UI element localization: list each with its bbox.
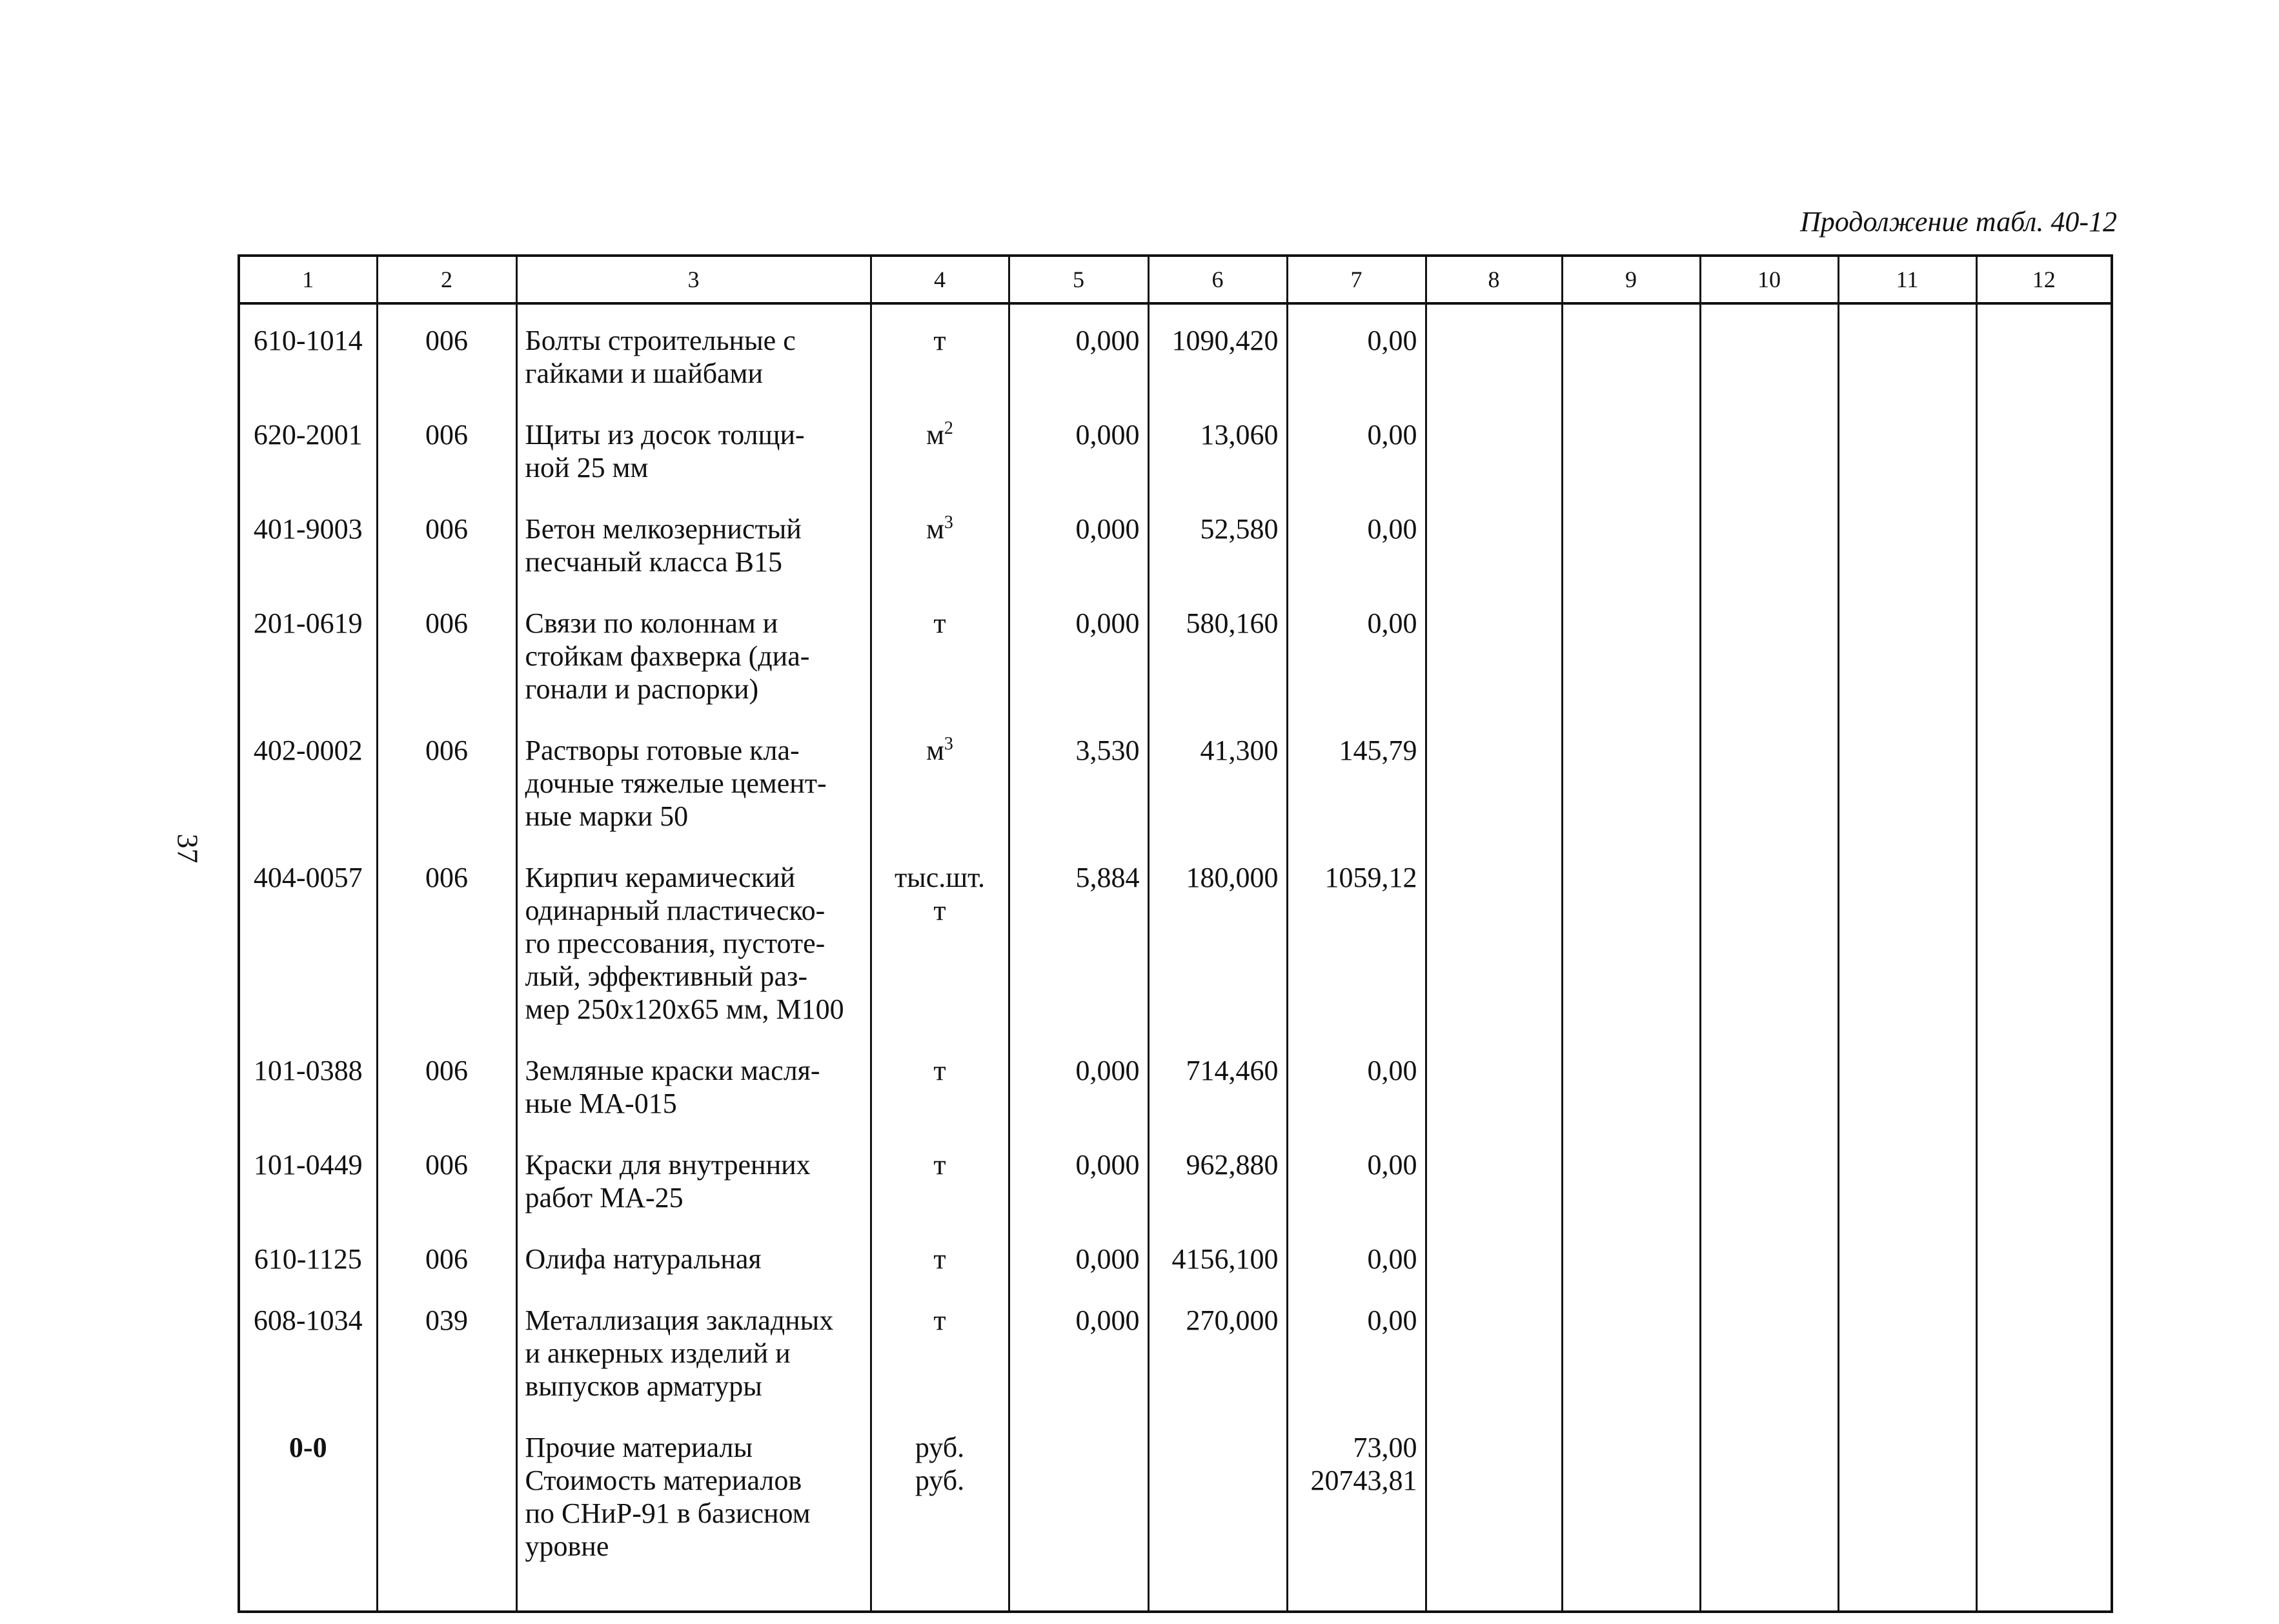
header-row	[239, 256, 2112, 303]
total-cell	[1287, 844, 1426, 1037]
page-number: 37	[171, 833, 205, 864]
num-cell	[377, 1414, 516, 1612]
resource-number: 006	[425, 862, 468, 893]
quantity-value: 5,884	[1075, 862, 1140, 893]
price-value: 180,000	[1186, 862, 1279, 893]
total-line: 0,00	[1367, 513, 1417, 545]
price-value: 270,000	[1186, 1304, 1279, 1336]
resource-name-line: Связи по колоннам и	[525, 607, 778, 639]
unit-line: т	[933, 1243, 946, 1275]
resource-name-line: Стоимость материалов	[525, 1465, 802, 1496]
resource-code: 610-1014	[253, 325, 363, 356]
quantity-value: 0,000	[1075, 419, 1140, 451]
resource-name-line: Олифа натуральная	[525, 1243, 762, 1275]
empty-cell	[1426, 1037, 1562, 1132]
unit-line: т	[933, 1304, 946, 1336]
resource-name-line: Краски для внутренних	[525, 1149, 811, 1181]
price-value: 4156,100	[1171, 1243, 1279, 1275]
header-cell: 4	[871, 256, 1009, 303]
unit-line: $м^3$	[926, 513, 953, 545]
empty-cell	[1426, 1226, 1562, 1287]
total-line: 0,00	[1367, 325, 1417, 356]
header-cell: 9	[1562, 256, 1700, 303]
total-line: 1059,12	[1324, 862, 1417, 893]
empty-cell	[1700, 496, 1838, 590]
resource-name-line: Земляные краски масля-	[525, 1055, 820, 1086]
empty-cell	[1562, 1226, 1700, 1287]
code-cell	[239, 1037, 377, 1132]
qty-cell	[1009, 844, 1148, 1037]
total-cell	[1287, 401, 1426, 496]
header-cell: 5	[1009, 256, 1148, 303]
price-cell	[1148, 401, 1287, 496]
quantity-value: 0,000	[1075, 1243, 1140, 1275]
num-cell	[377, 590, 516, 717]
price-cell	[1148, 1226, 1287, 1287]
price-cell	[1148, 590, 1287, 717]
name-cell	[516, 844, 871, 1037]
empty-cell	[1700, 303, 1838, 401]
resource-code: 0-0	[289, 1432, 327, 1463]
empty-cell	[1838, 1287, 1976, 1414]
empty-cell	[1700, 1414, 1838, 1612]
table-row	[239, 401, 2112, 496]
price-cell	[1148, 1287, 1287, 1414]
total-cell	[1287, 590, 1426, 717]
empty-cell	[1838, 717, 1976, 844]
header-cell: 3	[516, 256, 871, 303]
name-cell	[516, 1414, 871, 1612]
resource-name-line: мер 250x120x65 мм, М100	[525, 993, 844, 1025]
code-cell	[239, 1287, 377, 1414]
table-body	[239, 303, 2112, 1612]
empty-cell	[1562, 1287, 1700, 1414]
unit-cell	[871, 1226, 1009, 1287]
unit-line: т	[933, 1055, 946, 1086]
name-cell	[516, 303, 871, 401]
name-cell	[516, 1037, 871, 1132]
resource-number: 006	[425, 325, 468, 356]
empty-cell	[1426, 717, 1562, 844]
resource-code: 101-0388	[253, 1055, 363, 1086]
empty-cell	[1838, 590, 1976, 717]
resource-name-line: по СНиР-91 в базисном	[525, 1497, 811, 1529]
resource-name-line: уровне	[525, 1530, 609, 1562]
table-row	[239, 496, 2112, 590]
quantity-value: 0,000	[1075, 607, 1140, 639]
qty-cell	[1009, 1132, 1148, 1226]
unit-cell	[871, 303, 1009, 401]
resource-name-line: го прессования, пустоте-	[525, 928, 826, 959]
code-cell	[239, 1226, 377, 1287]
empty-cell	[1562, 1132, 1700, 1226]
table-row	[239, 1132, 2112, 1226]
empty-cell	[1426, 303, 1562, 401]
empty-cell	[1562, 496, 1700, 590]
unit-line: т	[933, 325, 946, 356]
qty-cell	[1009, 401, 1148, 496]
resource-name-line: Бетон мелкозернистый	[525, 513, 802, 545]
empty-cell	[1838, 401, 1976, 496]
table-row	[239, 1414, 2112, 1612]
header-cell: 2	[377, 256, 516, 303]
header-cell: 7	[1287, 256, 1426, 303]
quantity-value: 0,000	[1075, 1304, 1140, 1336]
empty-cell	[1562, 1037, 1700, 1132]
total-cell	[1287, 1037, 1426, 1132]
qty-cell	[1009, 303, 1148, 401]
header-cell: 6	[1148, 256, 1287, 303]
resource-number: 039	[425, 1304, 468, 1336]
empty-cell	[1562, 303, 1700, 401]
empty-cell	[1426, 844, 1562, 1037]
resource-code: 401-9003	[253, 513, 363, 545]
resource-name-line: Щиты из досок толщи-	[525, 419, 805, 451]
code-cell	[239, 844, 377, 1037]
total-line: 0,00	[1367, 1055, 1417, 1086]
resource-name-line: и анкерных изделий и	[525, 1337, 791, 1369]
empty-cell	[1976, 1132, 2112, 1226]
resource-name-line: ной 25 мм	[525, 452, 649, 483]
unit-line: т	[933, 895, 946, 926]
price-value: 714,460	[1186, 1055, 1279, 1086]
resource-name-line: Растворы готовые кла-	[525, 735, 800, 766]
empty-cell	[1562, 844, 1700, 1037]
empty-cell	[1700, 401, 1838, 496]
empty-cell	[1562, 590, 1700, 717]
resource-code: 610-1125	[254, 1243, 362, 1275]
unit-line: тыс.шт.	[894, 862, 986, 893]
resource-code: 620-2001	[253, 419, 363, 451]
header-cell: 12	[1976, 256, 2112, 303]
price-value: 1090,420	[1171, 325, 1279, 356]
code-cell	[239, 1132, 377, 1226]
unit-line: руб.	[915, 1465, 965, 1496]
unit-cell	[871, 496, 1009, 590]
table-row	[239, 303, 2112, 401]
quantity-value: 0,000	[1075, 1149, 1140, 1181]
name-cell	[516, 717, 871, 844]
price-value: 13,060	[1200, 419, 1279, 451]
total-line: 0,00	[1367, 419, 1417, 451]
total-line: 0,00	[1367, 1304, 1417, 1336]
name-cell	[516, 1287, 871, 1414]
unit-cell	[871, 717, 1009, 844]
total-line: 145,79	[1339, 735, 1417, 766]
name-cell	[516, 1132, 871, 1226]
empty-cell	[1700, 1226, 1838, 1287]
price-value: 52,580	[1200, 513, 1279, 545]
name-cell	[516, 590, 871, 717]
total-line: 20743,81	[1310, 1465, 1417, 1496]
table-row	[239, 717, 2112, 844]
total-line: 0,00	[1367, 607, 1417, 639]
empty-cell	[1838, 844, 1976, 1037]
empty-cell	[1976, 303, 2112, 401]
header-cell: 8	[1426, 256, 1562, 303]
empty-cell	[1838, 496, 1976, 590]
empty-cell	[1700, 1037, 1838, 1132]
empty-cell	[1976, 1037, 2112, 1132]
unit-cell	[871, 590, 1009, 717]
table-row	[239, 1037, 2112, 1132]
resource-name-line: Болты строительные с	[525, 325, 796, 356]
empty-cell	[1976, 401, 2112, 496]
code-cell	[239, 590, 377, 717]
resource-name-line: Металлизация закладных	[525, 1304, 834, 1336]
header-cell: 10	[1700, 256, 1838, 303]
empty-cell	[1426, 496, 1562, 590]
empty-cell	[1562, 1414, 1700, 1612]
total-cell	[1287, 1287, 1426, 1414]
total-cell	[1287, 496, 1426, 590]
resource-code: 201-0619	[253, 607, 363, 639]
resource-name-line: одинарный пластическо-	[525, 895, 826, 926]
total-line: 0,00	[1367, 1243, 1417, 1275]
table-row	[239, 1226, 2112, 1287]
price-value: 41,300	[1200, 735, 1279, 766]
unit-cell	[871, 401, 1009, 496]
table-row	[239, 844, 2112, 1037]
qty-cell	[1009, 496, 1148, 590]
total-line: 0,00	[1367, 1149, 1417, 1181]
quantity-value: 0,000	[1075, 1055, 1140, 1086]
empty-cell	[1562, 401, 1700, 496]
price-cell	[1148, 717, 1287, 844]
empty-cell	[1562, 717, 1700, 844]
empty-cell	[1426, 1414, 1562, 1612]
empty-cell	[1976, 717, 2112, 844]
empty-cell	[1700, 590, 1838, 717]
resource-code: 402-0002	[253, 735, 363, 766]
qty-cell	[1009, 1414, 1148, 1612]
empty-cell	[1426, 590, 1562, 717]
table-row	[239, 590, 2112, 717]
total-cell	[1287, 303, 1426, 401]
empty-cell	[1838, 1226, 1976, 1287]
code-cell	[239, 717, 377, 844]
num-cell	[377, 496, 516, 590]
unit-cell	[871, 1414, 1009, 1612]
materials-table	[238, 254, 2113, 1613]
empty-cell	[1976, 1287, 2112, 1414]
qty-cell	[1009, 1287, 1148, 1414]
empty-cell	[1976, 590, 2112, 717]
num-cell	[377, 717, 516, 844]
empty-cell	[1838, 1414, 1976, 1612]
unit-cell	[871, 1132, 1009, 1226]
empty-cell	[1838, 1132, 1976, 1226]
unit-line: т	[933, 1149, 946, 1181]
price-cell	[1148, 303, 1287, 401]
resource-name-line: Кирпич керамический	[525, 862, 796, 893]
unit-line: $м^3$	[926, 734, 953, 766]
resource-number: 006	[425, 607, 468, 639]
resource-name-line: работ МА-25	[525, 1182, 684, 1213]
name-cell	[516, 1226, 871, 1287]
unit-cell	[871, 1287, 1009, 1414]
num-cell	[377, 303, 516, 401]
price-value: 580,160	[1186, 607, 1279, 639]
empty-cell	[1426, 1132, 1562, 1226]
empty-cell	[1426, 1287, 1562, 1414]
resource-name-line: ные марки 50	[525, 800, 689, 832]
code-cell	[239, 401, 377, 496]
price-cell	[1148, 1132, 1287, 1226]
quantity-value: 3,530	[1075, 735, 1140, 766]
resource-number: 006	[425, 1243, 468, 1275]
qty-cell	[1009, 1226, 1148, 1287]
name-cell	[516, 496, 871, 590]
name-cell	[516, 401, 871, 496]
resource-name-line: гонали и распорки)	[525, 673, 759, 705]
unit-line: $м^2$	[926, 418, 953, 451]
resource-name-line: ные МА-015	[525, 1088, 677, 1119]
empty-cell	[1700, 1132, 1838, 1226]
table-row	[239, 1287, 2112, 1414]
table-caption: Продолжение табл. 40-12	[1800, 206, 2117, 238]
resource-code: 101-0449	[253, 1149, 363, 1181]
resource-name-line: лый, эффективный раз-	[525, 960, 808, 992]
resource-number: 006	[425, 735, 468, 766]
resource-number: 006	[425, 513, 468, 545]
num-cell	[377, 1287, 516, 1414]
resource-code: 404-0057	[253, 862, 363, 893]
num-cell	[377, 1132, 516, 1226]
resource-name-line: стойкам фахверка (диа-	[525, 640, 810, 672]
unit-line: т	[933, 607, 946, 639]
total-cell	[1287, 1226, 1426, 1287]
total-cell	[1287, 1414, 1426, 1612]
resource-name-line: дочные тяжелые цемент-	[525, 767, 827, 799]
empty-cell	[1976, 844, 2112, 1037]
code-cell	[239, 1414, 377, 1612]
total-line: 73,00	[1353, 1432, 1417, 1463]
price-cell	[1148, 1414, 1287, 1612]
resource-name-line: гайками и шайбами	[525, 358, 764, 389]
qty-cell	[1009, 590, 1148, 717]
resource-name-line: выпусков арматуры	[525, 1370, 762, 1402]
empty-cell	[1700, 717, 1838, 844]
code-cell	[239, 496, 377, 590]
unit-line: руб.	[915, 1432, 965, 1463]
code-cell	[239, 303, 377, 401]
total-cell	[1287, 1132, 1426, 1226]
num-cell	[377, 1226, 516, 1287]
qty-cell	[1009, 1037, 1148, 1132]
resource-number: 006	[425, 419, 468, 451]
price-cell	[1148, 844, 1287, 1037]
empty-cell	[1838, 1037, 1976, 1132]
quantity-value: 0,000	[1075, 325, 1140, 356]
header-cell: 1	[239, 256, 377, 303]
empty-cell	[1976, 1414, 2112, 1612]
num-cell	[377, 1037, 516, 1132]
total-cell	[1287, 717, 1426, 844]
num-cell	[377, 844, 516, 1037]
resource-name-line: Прочие материалы	[525, 1432, 753, 1463]
quantity-value: 0,000	[1075, 513, 1140, 545]
empty-cell	[1838, 303, 1976, 401]
price-cell	[1148, 496, 1287, 590]
resource-code: 608-1034	[253, 1304, 363, 1336]
empty-cell	[1426, 401, 1562, 496]
header-cell: 11	[1838, 256, 1976, 303]
empty-cell	[1976, 496, 2112, 590]
resource-number: 006	[425, 1149, 468, 1181]
resource-number: 006	[425, 1055, 468, 1086]
table-header	[239, 256, 2112, 303]
price-value: 962,880	[1186, 1149, 1279, 1181]
unit-cell	[871, 1037, 1009, 1132]
price-cell	[1148, 1037, 1287, 1132]
empty-cell	[1700, 844, 1838, 1037]
num-cell	[377, 401, 516, 496]
qty-cell	[1009, 717, 1148, 844]
empty-cell	[1976, 1226, 2112, 1287]
unit-cell	[871, 844, 1009, 1037]
resource-name-line: песчаный класса В15	[525, 546, 782, 578]
empty-cell	[1700, 1287, 1838, 1414]
